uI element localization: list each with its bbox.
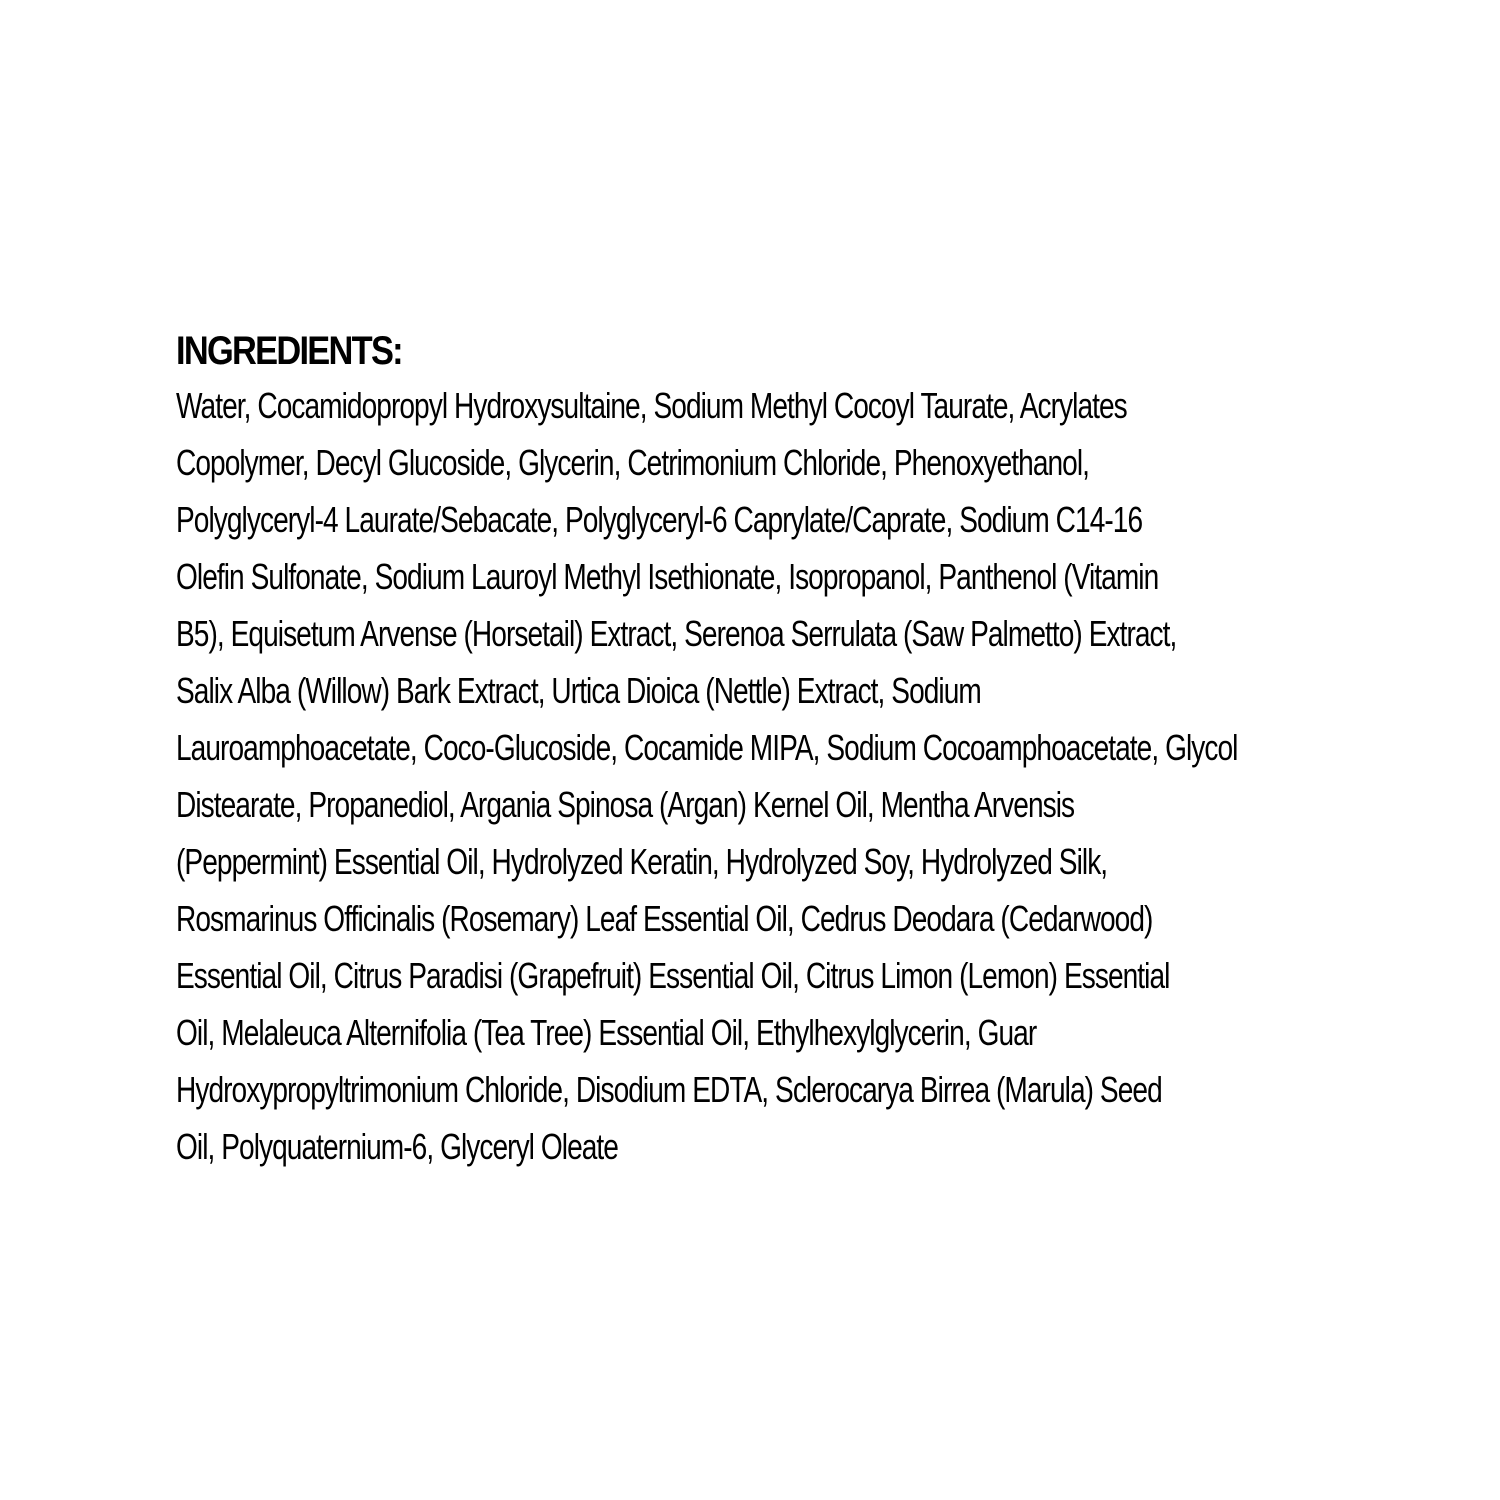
- ingredients-line: Lauroamphoacetate, Coco-Glucoside, Cocamide MIPA, Sodium Cocoamphoacetate, Glycol: [176, 727, 1238, 768]
- ingredients-line: Oil, Melaleuca Alternifolia (Tea Tree) Essential Oil, Ethylhexylglycerin, Guar: [176, 1012, 1037, 1053]
- ingredients-line: Copolymer, Decyl Glucoside, Glycerin, Cetrimonium Chloride, Phenoxyethanol,: [176, 442, 1090, 483]
- ingredients-list: [176, 377, 1356, 1175]
- ingredients-line: Water, Cocamidopropyl Hydroxysultaine, Sodium Methyl Cocoyl Taurate, Acrylates: [176, 385, 1127, 426]
- ingredients-panel: [176, 327, 1356, 1175]
- ingredients-line: Rosmarinus Officinalis (Rosemary) Leaf Essential Oil, Cedrus Deodara (Cedarwood): [176, 898, 1153, 939]
- ingredients-line: Essential Oil, Citrus Paradisi (Grapefruit) Essential Oil, Citrus Limon (Lemon) Essential: [176, 955, 1170, 996]
- ingredients-line: Olefin Sulfonate, Sodium Lauroyl Methyl Isethionate, Isopropanol, Panthenol (Vitamin: [176, 556, 1159, 597]
- ingredients-heading: INGREDIENTS:: [176, 329, 402, 373]
- ingredients-line: Oil, Polyquaternium-6, Glyceryl Oleate: [176, 1126, 618, 1167]
- ingredients-line: (Peppermint) Essential Oil, Hydrolyzed Keratin, Hydrolyzed Soy, Hydrolyzed Silk,: [176, 841, 1108, 882]
- ingredients-line: Distearate, Propanediol, Argania Spinosa (Argan) Kernel Oil, Mentha Arvensis: [176, 784, 1075, 825]
- ingredients-line: Salix Alba (Willow) Bark Extract, Urtica Dioica (Nettle) Extract, Sodium: [176, 670, 981, 711]
- ingredients-line: Hydroxypropyltrimonium Chloride, Disodium EDTA, Sclerocarya Birrea (Marula) Seed: [176, 1069, 1162, 1110]
- ingredients-line: Polyglyceryl-4 Laurate/Sebacate, Polyglyceryl-6 Caprylate/Caprate, Sodium C14-16: [176, 499, 1143, 540]
- ingredients-line: B5), Equisetum Arvense (Horsetail) Extract, Serenoa Serrulata (Saw Palmetto) Extract,: [176, 613, 1177, 654]
